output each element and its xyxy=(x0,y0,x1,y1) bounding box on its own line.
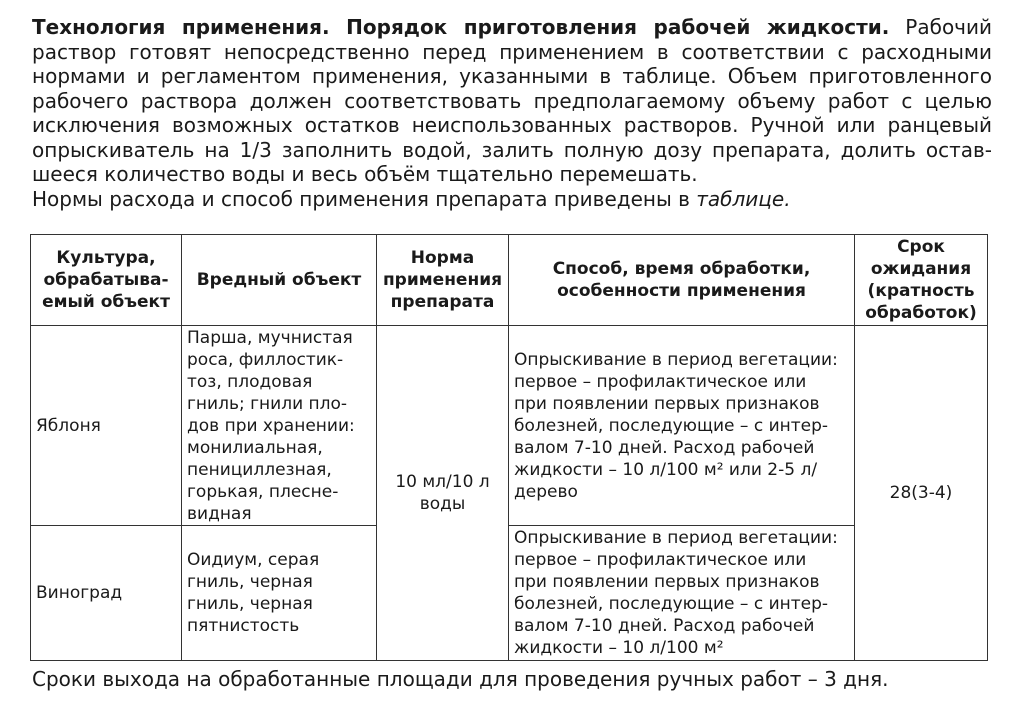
application-norms-table xyxy=(30,234,988,661)
header-crop: Культура, обрабатыва- емый объект xyxy=(31,235,182,326)
header-pest: Вредный объект xyxy=(182,235,377,326)
header-waiting-period: Срок ожидания (кратность обработок) xyxy=(855,235,988,326)
table-reference: таблице. xyxy=(696,186,791,211)
method-cell: Опрыскивание в период вегетации: первое – профилактическое или при появлении первых признаков болезней, последующие – с интер- валом 7-10 дней. Расход рабочей жидкости – 10 л/100 м² или 2-5 л/ дерево xyxy=(509,326,855,526)
table-header-row xyxy=(31,235,988,326)
header-rate: Норма применения препарата xyxy=(377,235,509,326)
method-cell: Опрыскивание в период вегетации: первое – профилактическое или при появлении первых признаков болезней, последующие – с интер- валом 7-10 дней. Расход рабочей жидкости – 10 л/100 м² xyxy=(509,526,855,661)
intro-first-line: Технология применения. Порядок приготовления рабочей жидкости. Рабочий xyxy=(32,15,992,39)
intro-line: шееся количество воды и весь объём тщательно перемешать. xyxy=(32,162,698,186)
section-heading: Технология применения. Порядок приготовления рабочей жидкости. xyxy=(32,15,890,39)
intro-line: раствор готовят непосредственно перед применением в соответствии с расходными xyxy=(32,39,992,64)
intro-line: исключения возможных остатков неиспользованных растворов. Ручной или ранцевый xyxy=(32,113,992,137)
pest-cell: Оидиум, серая гниль, черная гниль, черная пятнистость xyxy=(182,526,377,661)
pest-cell: Парша, мучнистая роса, филлостик- тоз, плодовая гниль; гнили пло- дов при хранении: монилиальная, пенициллезная, горькая, плесне- видная xyxy=(182,326,377,526)
table-row xyxy=(31,326,988,526)
table-row xyxy=(31,526,988,661)
waiting-period-cell: 28(3-4) xyxy=(855,326,988,661)
intro-line: рабочего раствора должен соответствовать предполагаемому объему работ с целью xyxy=(32,88,992,113)
norms-reference-line: Нормы расхода и способ применения препарата приведены в таблице. xyxy=(32,186,791,211)
intro-line: опрыскиватель на 1/3 заполнить водой, залить полную дозу препарата, долить остав- xyxy=(32,137,992,162)
header-method: Способ, время обработки, особенности применения xyxy=(509,235,855,326)
crop-cell: Виноград xyxy=(31,526,182,661)
intro-line: нормами и регламентом применения, указанными в таблице. Объем приготовленного xyxy=(32,64,992,88)
intro-paragraph xyxy=(32,15,992,211)
rate-cell: 10 мл/10 л воды xyxy=(377,326,509,661)
re-entry-period-note: Сроки выхода на обработанные площади для проведения ручных работ – 3 дня. xyxy=(32,667,889,691)
crop-cell: Яблоня xyxy=(31,326,182,526)
